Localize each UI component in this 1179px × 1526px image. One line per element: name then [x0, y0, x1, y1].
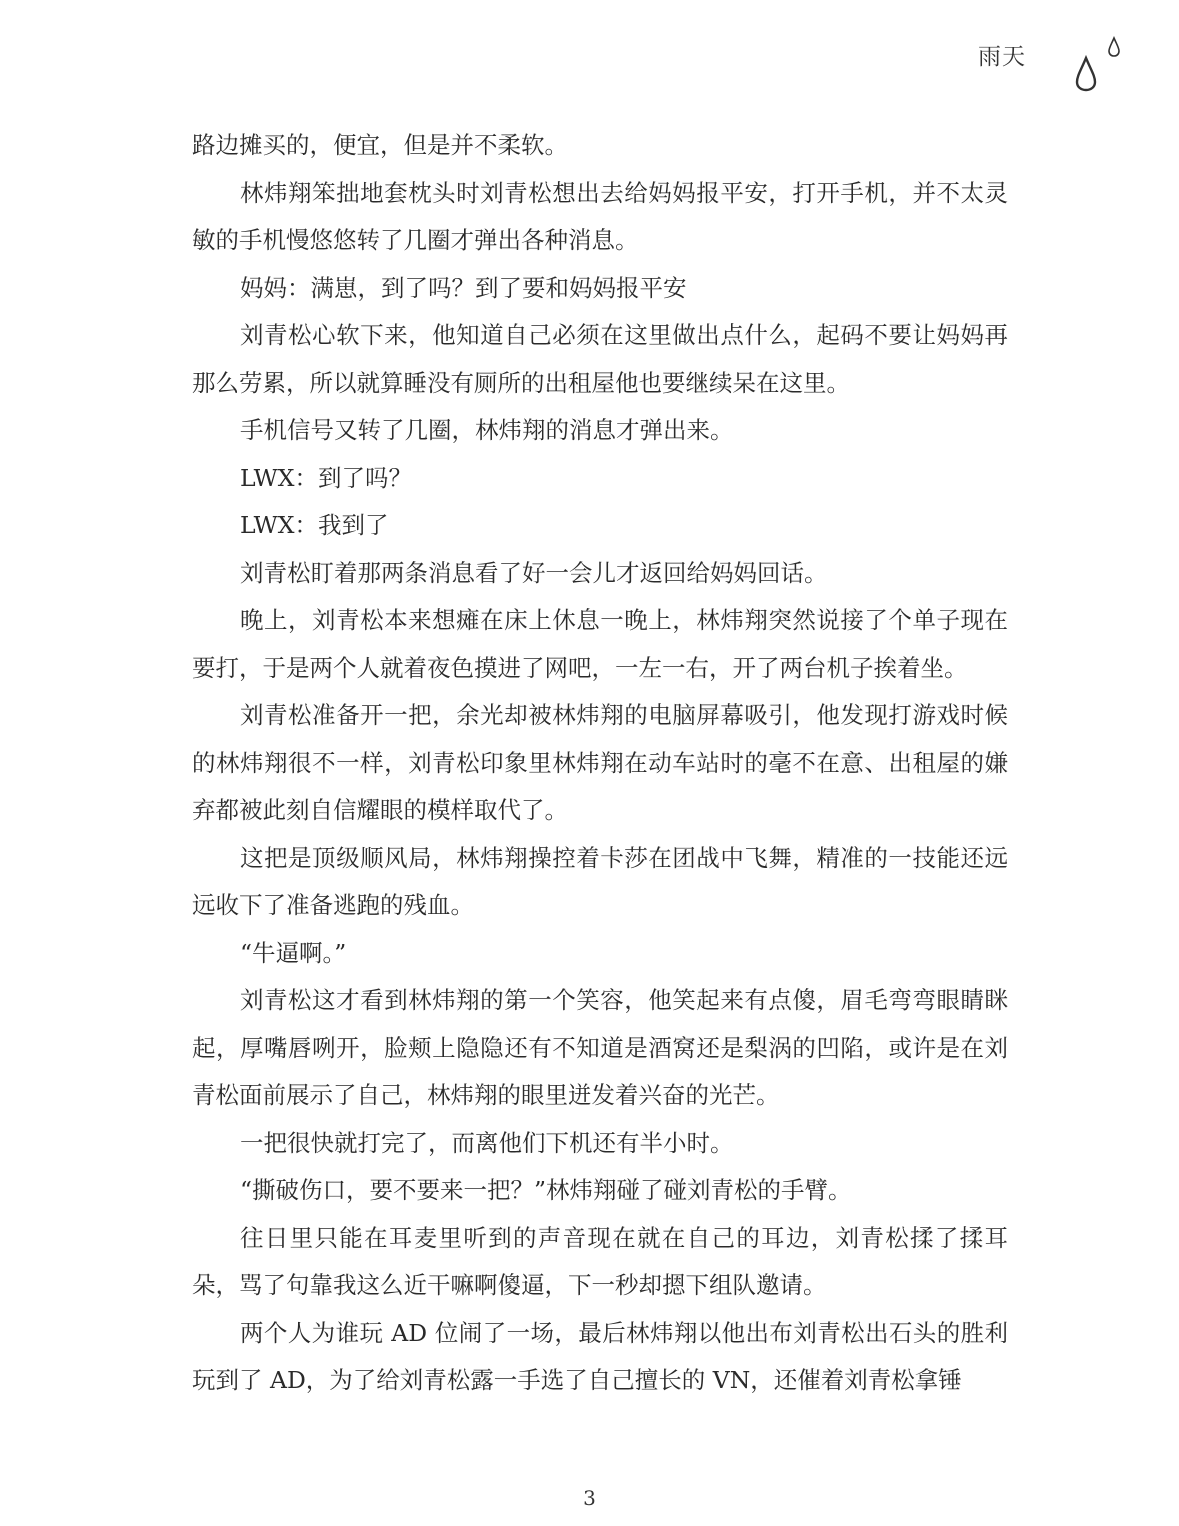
paragraph: “撕破伤口，要不要来一把？”林炜翔碰了碰刘青松的手臂。 [240, 1176, 852, 1204]
page-number: 3 [583, 1486, 596, 1510]
raindrops-icon [1070, 36, 1130, 106]
paragraph: 刘青松这才看到林炜翔的第一个笑容，他笑起来有点傻，眉毛弯弯眼睛眯起，厚嘴唇咧开，脸颊上隐隐还有不知道是酒窝还是梨涡的凹陷，或许是在刘青松面前展示了自己，林炜翔的眼里迸发着兴奋的光芒。 [192, 986, 1008, 1109]
paragraph: “牛逼啊。” [240, 938, 347, 967]
page-header [0, 36, 1179, 106]
paragraph: 一把很快就打完了，而离他们下机还有半小时。 [240, 1128, 734, 1157]
paragraph: LWX：我到了 [240, 511, 389, 539]
paragraph: LWX：到了吗？ [240, 463, 412, 492]
paragraph: 晚上，刘青松本来想瘫在床上休息一晚上，林炜翔突然说接了个单子现在要打，于是两个人就着夜色摸进了网吧，一左一右，开了两台机子挨着坐。 [192, 606, 1008, 682]
paragraph: 这把是顶级顺风局，林炜翔操控着卡莎在团战中飞舞，精准的一技能还远远收下了准备逃跑的残血。 [192, 843, 1008, 919]
page-body [192, 122, 1008, 1405]
header-title: 雨天 [978, 44, 1026, 70]
paragraph: 手机信号又转了几圈，林炜翔的消息才弹出来。 [240, 416, 734, 444]
paragraph: 妈妈：满崽，到了吗？到了要和妈妈报平安 [240, 273, 687, 302]
paragraph: 林炜翔笨拙地套枕头时刘青松想出去给妈妈报平安，打开手机，并不太灵敏的手机慢悠悠转了几圈才弹出各种消息。 [192, 178, 1008, 254]
paragraph: 刘青松心软下来，他知道自己必须在这里做出点什么，起码不要让妈妈再那么劳累，所以就算睡没有厕所的出租屋他也要继续呆在这里。 [192, 321, 1008, 397]
paragraph: 往日里只能在耳麦里听到的声音现在就在自己的耳边，刘青松揉了揉耳朵，骂了句靠我这么近干嘛啊傻逼，下一秒却摁下组队邀请。 [192, 1223, 1008, 1299]
paragraph: 刘青松准备开一把，余光却被林炜翔的电脑屏幕吸引，他发现打游戏时候的林炜翔很不一样，刘青松印象里林炜翔在动车站时的毫不在意、出租屋的嫌弃都被此刻自信耀眼的模样取代了。 [192, 701, 1008, 824]
paragraph: 路边摊买的，便宜，但是并不柔软。 [192, 131, 568, 159]
paragraph: 刘青松盯着那两条消息看了好一会儿才返回给妈妈回话。 [240, 558, 828, 587]
paragraph: 两个人为谁玩 AD 位闹了一场，最后林炜翔以他出布刘青松出石头的胜利玩到了 AD，为了给刘青松露一手选了自己擅长的 VN，还催着刘青松拿锤 [192, 1318, 1008, 1394]
